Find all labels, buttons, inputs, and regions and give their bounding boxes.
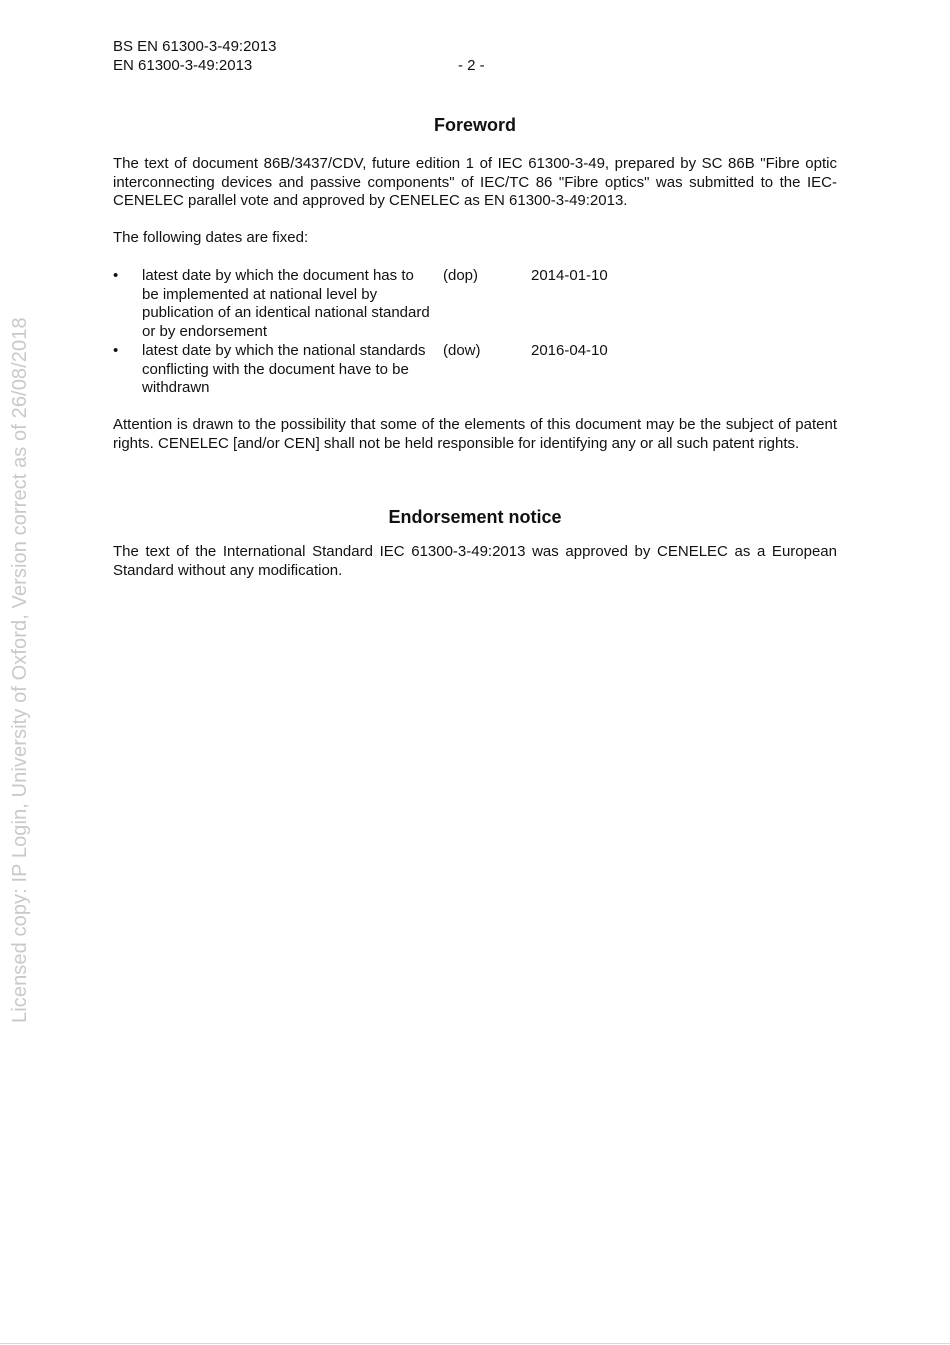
foreword-intro-paragraph: The text of document 86B/3437/CDV, future edition 1 of IEC 61300-3-49, prepared by SC 86B "Fibre optic interconnecting devices and passive components" of IEC/TC 86 "Fibre optics" was submitted to the IEC-CENELEC parallel vote and approved by CENELEC as EN 61300-3-49:2013. bbox=[113, 155, 837, 209]
date-value: 2016-04-10 bbox=[531, 342, 608, 359]
endorsement-notice-paragraph: The text of the International Standard IEC 61300-3-49:2013 was approved by CENELEC as a European Standard without any modification. bbox=[113, 543, 837, 579]
date-description: latest date by which the national standards conflicting with the document have to be withdrawn bbox=[142, 342, 426, 396]
page-edge-divider bbox=[0, 1343, 950, 1344]
date-description: latest date by which the document has to be implemented at national level by publication of an identical national standard or by endorsement bbox=[142, 267, 430, 340]
bullet-icon: • bbox=[113, 342, 119, 359]
header-bs-standard-number: BS EN 61300-3-49:2013 bbox=[113, 38, 277, 55]
dates-intro-paragraph: The following dates are fixed: bbox=[113, 229, 309, 246]
bullet-icon: • bbox=[113, 267, 119, 284]
endorsement-notice-title: Endorsement notice bbox=[388, 507, 562, 527]
header-en-standard-number: EN 61300-3-49:2013 bbox=[113, 57, 253, 74]
foreword-title: Foreword bbox=[433, 115, 516, 135]
date-code: (dow) bbox=[443, 342, 481, 359]
page-number: - 2 - bbox=[458, 57, 485, 74]
date-code: (dop) bbox=[443, 267, 479, 284]
patent-notice-paragraph: Attention is drawn to the possibility that some of the elements of this document may be the subject of patent rights. CENELEC [and/or CEN] shall not be held responsible for identifying any or all such patent rights. bbox=[113, 416, 837, 452]
license-watermark: Licensed copy: IP Login, University of Oxford, Version correct as of 26/08/2018 bbox=[9, 317, 31, 1023]
date-value: 2014-01-10 bbox=[531, 267, 608, 284]
